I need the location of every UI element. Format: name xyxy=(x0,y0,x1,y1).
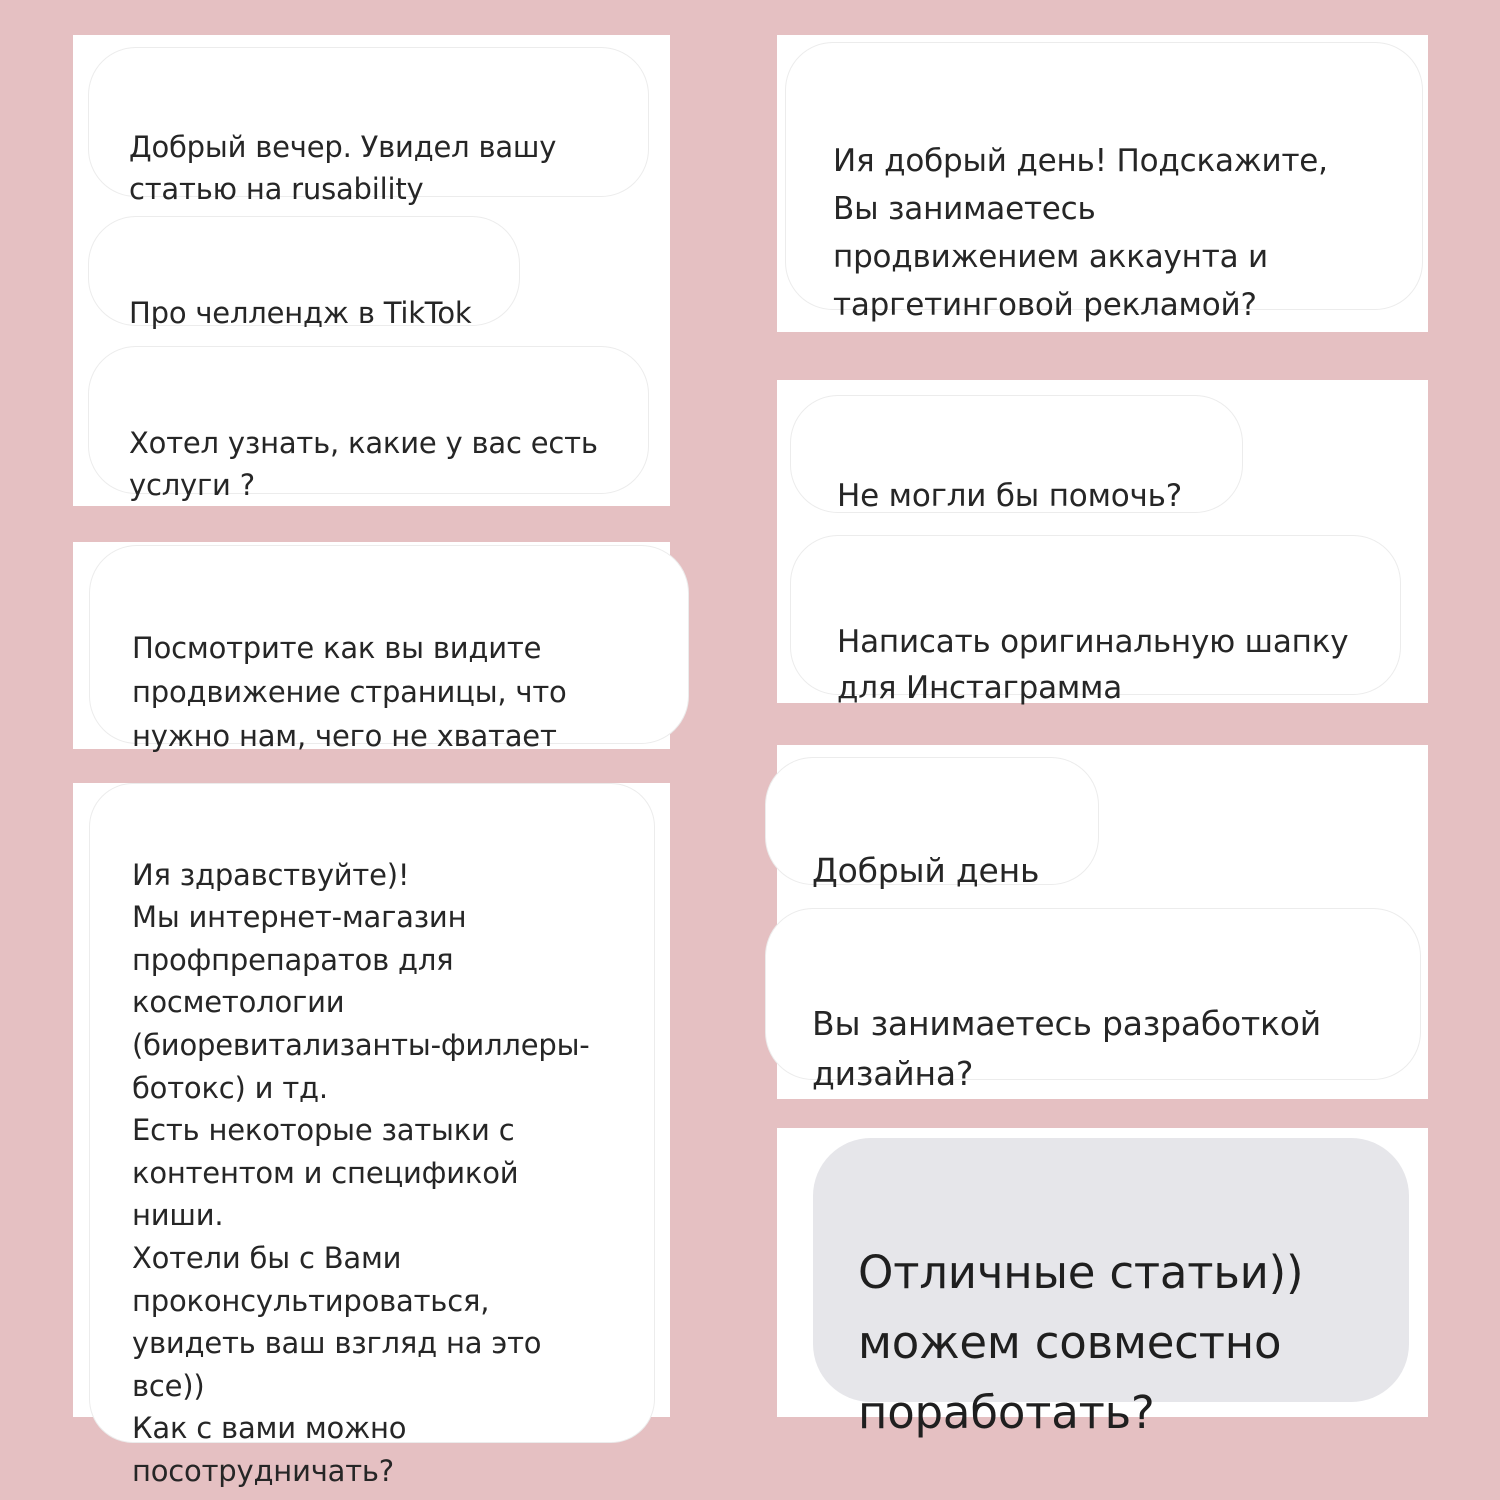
message-text: Добрый день xyxy=(812,851,1040,890)
message-text: Отличные статьи)) можем совместно поработать? xyxy=(858,1246,1304,1439)
message-bubble xyxy=(765,908,1421,1093)
conversation-card-4 xyxy=(777,35,1428,332)
conversation-card-2 xyxy=(73,542,670,753)
message-text: Написать оригинальную шапку для Инстаграмма xyxy=(837,624,1349,706)
message-bubble xyxy=(88,47,649,206)
conversation-card-7 xyxy=(777,1128,1428,1439)
message-bubble xyxy=(785,42,1423,323)
message-text: Добрый вечер. Увидел вашу статью на rusability xyxy=(129,130,557,206)
conversation-card-5 xyxy=(777,380,1428,706)
message-bubble xyxy=(89,783,655,1488)
message-text: Про челлендж в TikTok xyxy=(129,296,472,330)
message-bubble xyxy=(89,545,689,753)
conversation-card-3 xyxy=(73,783,670,1488)
message-text: Хотел узнать, какие у вас есть услуги ? xyxy=(129,426,598,502)
message-bubble xyxy=(813,1138,1409,1439)
message-text: Ия добрый день! Подскажите, Вы занимаетесь продвижением аккаунта и таргетинговой рекламой? xyxy=(833,143,1328,323)
conversation-card-1 xyxy=(73,35,670,506)
conversation-card-6 xyxy=(777,745,1428,1099)
message-text: Посмотрите как вы видите продвижение страницы, что нужно нам, чего не хватает xyxy=(132,631,567,753)
message-bubble xyxy=(88,216,520,330)
message-bubble xyxy=(88,346,649,502)
message-bubble xyxy=(790,395,1243,513)
message-text: Вы занимаетесь разработкой дизайна? xyxy=(812,1004,1322,1093)
message-text: Ия здравствуйте)! Мы интернет-магазин профпрепаратов для косметологии (биоревитализанты-филлеры- ботокс) и тд. Есть некоторые затыки с контентом и спецификой ниши. Хотели бы с Вами проконсультироваться, увидеть ваш взгляд на это все)) Как с вами можно посотрудничать? xyxy=(132,857,590,1488)
message-bubble xyxy=(790,535,1401,706)
message-bubble xyxy=(765,757,1099,890)
message-text: Не могли бы помочь? xyxy=(837,478,1182,514)
